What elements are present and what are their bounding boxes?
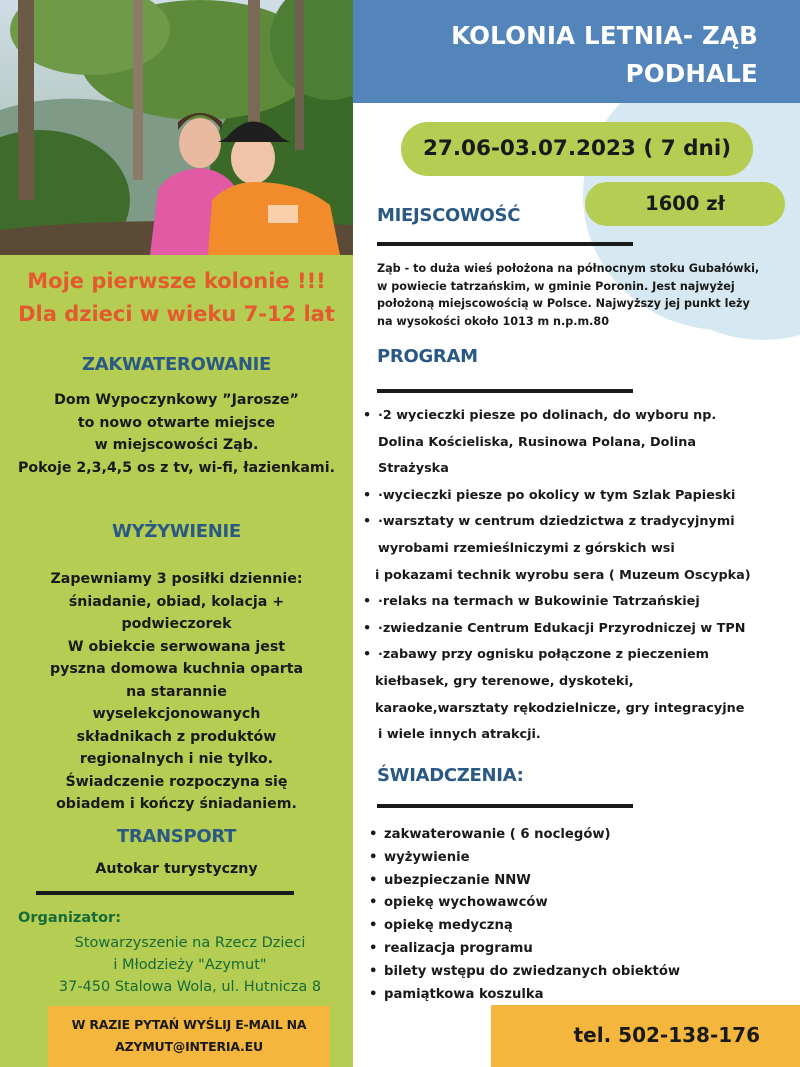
- list-item-continuation: kiełbasek, gry terenowe, dyskoteki,: [375, 673, 634, 689]
- bullet-icon: •: [369, 895, 378, 911]
- program-list: [363, 403, 800, 749]
- catering-line: składnikach z produktów: [76, 728, 277, 745]
- list-item: • ·2 wycieczki piesze po dolinach, do wyboru np.: [363, 403, 800, 430]
- benefits-list: [369, 824, 680, 1006]
- bullet-icon: •: [363, 594, 372, 610]
- list-item: • ubezpieczanie NNW: [369, 870, 680, 893]
- bullet-icon: •: [369, 872, 378, 888]
- bullet-icon: •: [363, 647, 372, 663]
- list-item: • ·warsztaty w centrum dziedzictwa z tradycyjnymi: [363, 509, 800, 536]
- catering-text: [0, 568, 353, 816]
- list-item-continuation: karaoke,warsztaty rękodzielnicze, gry integracyjne: [375, 700, 745, 716]
- bullet-icon: •: [363, 514, 372, 530]
- dates-badge: 27.06-03.07.2023 ( 7 dni): [401, 122, 753, 176]
- transport-title: TRANSPORT: [116, 826, 237, 847]
- divider: [377, 804, 633, 808]
- location-description: [377, 260, 787, 330]
- list-item: • opiekę wychowawców: [369, 892, 680, 915]
- accommodation-text: [0, 389, 353, 479]
- price-badge: 1600 zł: [585, 182, 785, 226]
- bullet-icon: •: [369, 918, 378, 934]
- organizer-line: 37-450 Stalowa Wola, ul. Hutnicza 8: [58, 979, 322, 995]
- catering-line: pyszna domowa kuchnia oparta: [49, 661, 304, 677]
- catering-line: obiadem i kończy śniadaniem.: [56, 796, 297, 812]
- list-item: • wyżywienie: [369, 847, 680, 870]
- list-item: • ·zwiedzanie Centrum Edukacji Przyrodniczej w TPN: [363, 616, 800, 643]
- list-item: • ·wycieczki piesze po okolicy w tym Szlak Papieski: [363, 483, 800, 510]
- organizer-label: Organizator:: [18, 910, 122, 926]
- accommodation-line: Dom Wypoczynkowy ”Jarosze”: [54, 392, 299, 408]
- accommodation-line: Pokoje 2,3,4,5 os z tv, wi-fi, łazienkami.: [18, 459, 335, 476]
- headline-line2: Dla dzieci w wieku 7-12 lat: [18, 302, 335, 326]
- bullet-icon: •: [369, 849, 378, 865]
- page-title: [451, 17, 758, 93]
- email-prompt: W RAZIE PYTAŃ WYŚLIJ E-MAIL NA: [71, 1017, 307, 1032]
- list-item-continuation: Dolina Kościeliska, Rusinowa Polana, Dolina: [378, 434, 696, 450]
- location-title: MIEJSCOWOŚĆ: [377, 205, 521, 226]
- organizer-line: i Młodzieży "Azymut": [113, 957, 267, 973]
- catering-line: Świadczenie rozpoczyna się: [65, 773, 288, 790]
- email-contact-box: [48, 1006, 330, 1067]
- bullet-icon: •: [369, 986, 378, 1002]
- location-line: w powiecie tatrzańskim, w gminie Poronin. Jest najwyżej: [377, 279, 735, 293]
- transport-text: Autokar turystyczny: [95, 861, 258, 877]
- list-item: • ·zabawy przy ognisku połączone z pieczeniem: [363, 642, 800, 669]
- photo-illustration: [0, 0, 353, 255]
- list-item-continuation: wyrobami rzemieślniczymi z górskich wsi: [378, 540, 675, 556]
- headline: [0, 265, 353, 331]
- accommodation-line: w miejscowości Ząb.: [94, 437, 259, 453]
- list-item: • realizacja programu: [369, 938, 680, 961]
- list-item-continuation: i pokazami technik wyrobu sera ( Muzeum Oscypka): [375, 567, 751, 583]
- email-address[interactable]: AZYMUT@INTERIA.EU: [115, 1039, 263, 1054]
- location-line: położoną miejscowością w Polsce. Najwyższy jej punkt leży: [377, 297, 750, 310]
- phone-number[interactable]: tel. 502-138-176: [573, 1023, 760, 1047]
- list-item: • opiekę medyczną: [369, 915, 680, 938]
- catering-line: wyselekcjonowanych: [92, 706, 261, 722]
- list-item: • zakwaterowanie ( 6 noclegów): [369, 824, 680, 847]
- catering-line: podwieczorek: [121, 616, 232, 632]
- bullet-icon: •: [369, 827, 378, 842]
- catering-line: na starannie: [126, 683, 227, 700]
- organizer-line: Stowarzyszenie na Rzecz Dzieci: [74, 935, 306, 951]
- page-title-line1: KOLONIA LETNIA- ZĄB: [451, 21, 758, 50]
- bullet-icon: •: [363, 408, 372, 423]
- organizer-text: [0, 932, 380, 998]
- divider: [36, 891, 294, 895]
- bullet-icon: •: [363, 620, 372, 636]
- location-line: Ząb - to duża wieś położona na północnym stoku Gubałówki,: [377, 262, 760, 275]
- catering-title: WYŻYWIENIE: [112, 521, 241, 542]
- divider: [377, 389, 633, 393]
- divider: [377, 242, 633, 246]
- accommodation-line: to nowo otwarte miejsce: [77, 414, 276, 431]
- list-item-continuation: i wiele innych atrakcji.: [378, 727, 541, 743]
- catering-line: W obiekcie serwowana jest: [67, 638, 286, 655]
- accommodation-title: ZAKWATEROWANIE: [81, 354, 272, 375]
- list-item-continuation: Strażyska: [378, 461, 449, 477]
- list-item: • pamiątkowa koszulka: [369, 984, 680, 1007]
- benefits-title: ŚWIADCZENIA:: [377, 765, 524, 786]
- program-title: PROGRAM: [377, 346, 478, 367]
- bullet-icon: •: [363, 487, 372, 503]
- bullet-icon: •: [369, 940, 378, 956]
- page-title-line2: PODHALE: [625, 59, 758, 88]
- list-item: • ·relaks na termach w Bukowinie Tatrzańskiej: [363, 589, 800, 616]
- bullet-icon: •: [369, 963, 378, 979]
- catering-line: regionalnych i nie tylko.: [79, 751, 274, 767]
- left-column: [0, 0, 353, 1067]
- headline-line1: Moje pierwsze kolonie !!!: [27, 269, 326, 293]
- hero-photo: [0, 0, 353, 255]
- catering-line: Zapewniamy 3 posiłki dziennie:: [50, 571, 303, 587]
- list-item: • bilety wstępu do zwiedzanych obiektów: [369, 961, 680, 984]
- catering-line: śniadanie, obiad, kolacja +: [68, 593, 285, 610]
- location-line: na wysokości około 1013 m n.p.m.80: [377, 314, 610, 328]
